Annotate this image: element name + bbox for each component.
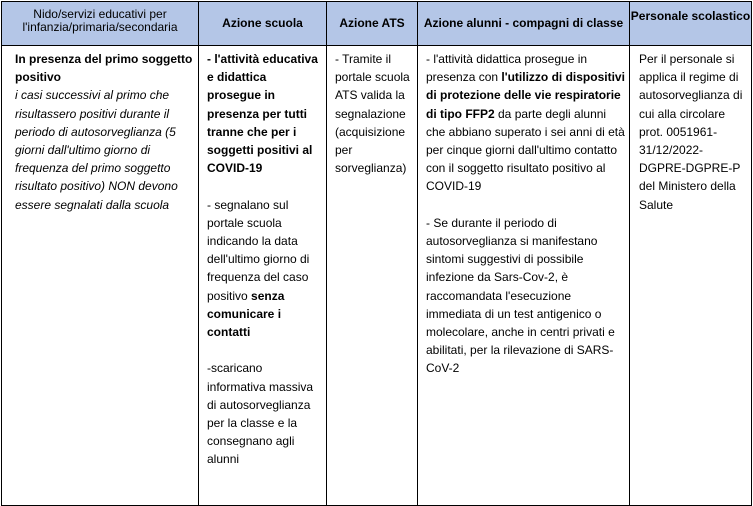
students-action-1 [426,50,625,196]
cell-ats-action [327,46,418,506]
guidance-table [1,1,752,506]
cell-staff [630,46,752,506]
case-note: i casi successivi al primo che risultassero positivi durante il periodo di autosorveglianza (5 giorni dall'ultimo giorno di frequenza del primo soggetto risultato positivo) NON devono essere segnalati dalla scuola [15,88,178,212]
cell-school-type [2,46,199,506]
school-action-2 [207,196,322,342]
header-school-action: Azione scuola [199,2,327,46]
school-action-2-bold: senza comunicare i contatti [207,288,285,340]
students-action-2: - Se durante il periodo di autosorveglianza si manifestano sintomi suggestivi di possibile infezione da Sars-Cov-2, è raccomandata l'esecuzione immediata di un test antigenico o molecolare, anche in centri privati e abilitati, per la rilevazione di SARS-CoV-2 [426,215,615,376]
students-action-1a: - l'attività didattica prosegue in presenza con [426,52,588,85]
header-staff: Personale scolastico [630,2,752,46]
case-title: In presenza del primo soggetto positivo [15,52,193,85]
staff-text: Per il personale si applica il regime di autosorveglianza di cui alla circolare prot. 0051961-31/12/2022-DGPRE-DGPRE-P del Ministero della Salute [639,52,743,212]
header-students-action: Azione alunni - compagni di classe [418,2,630,46]
header-ats-action: Azione ATS [327,2,418,46]
cell-school-action [199,46,327,506]
school-action-3: -scaricano informativa massiva di autosorveglianza per la classe e la consegnano agli alunni [207,361,314,467]
ats-action-text: - Tramite il portale scuola ATS valida la segnalazione (acquisizione per sorveglianza) [335,52,410,176]
school-action-2-text: - segnalano sul portale scuola indicando la data dell'ultimo giorno di frequenza del caso positivo [207,197,310,303]
header-school-type: Nido/servizi educativi per l'infanzia/primaria/secondaria [2,2,199,46]
cell-students-action [418,46,630,506]
header-row [2,2,752,46]
students-action-1-bold: l'utilizzo di dispositivi di protezione delle vie respiratorie di tipo FFP2 [426,70,625,121]
table-row [2,46,752,506]
students-action-1c: da parte degli alunni che abbiano superato i sei anni di età per cinque giorni dall'ultimo contatto con il soggetto risultato positivo al COVID-19 [426,106,625,194]
school-action-1: - l'attività educativa e didattica prosegue in presenza per tutti tranne che per i soggetti positivi al COVID-19 [207,52,318,176]
